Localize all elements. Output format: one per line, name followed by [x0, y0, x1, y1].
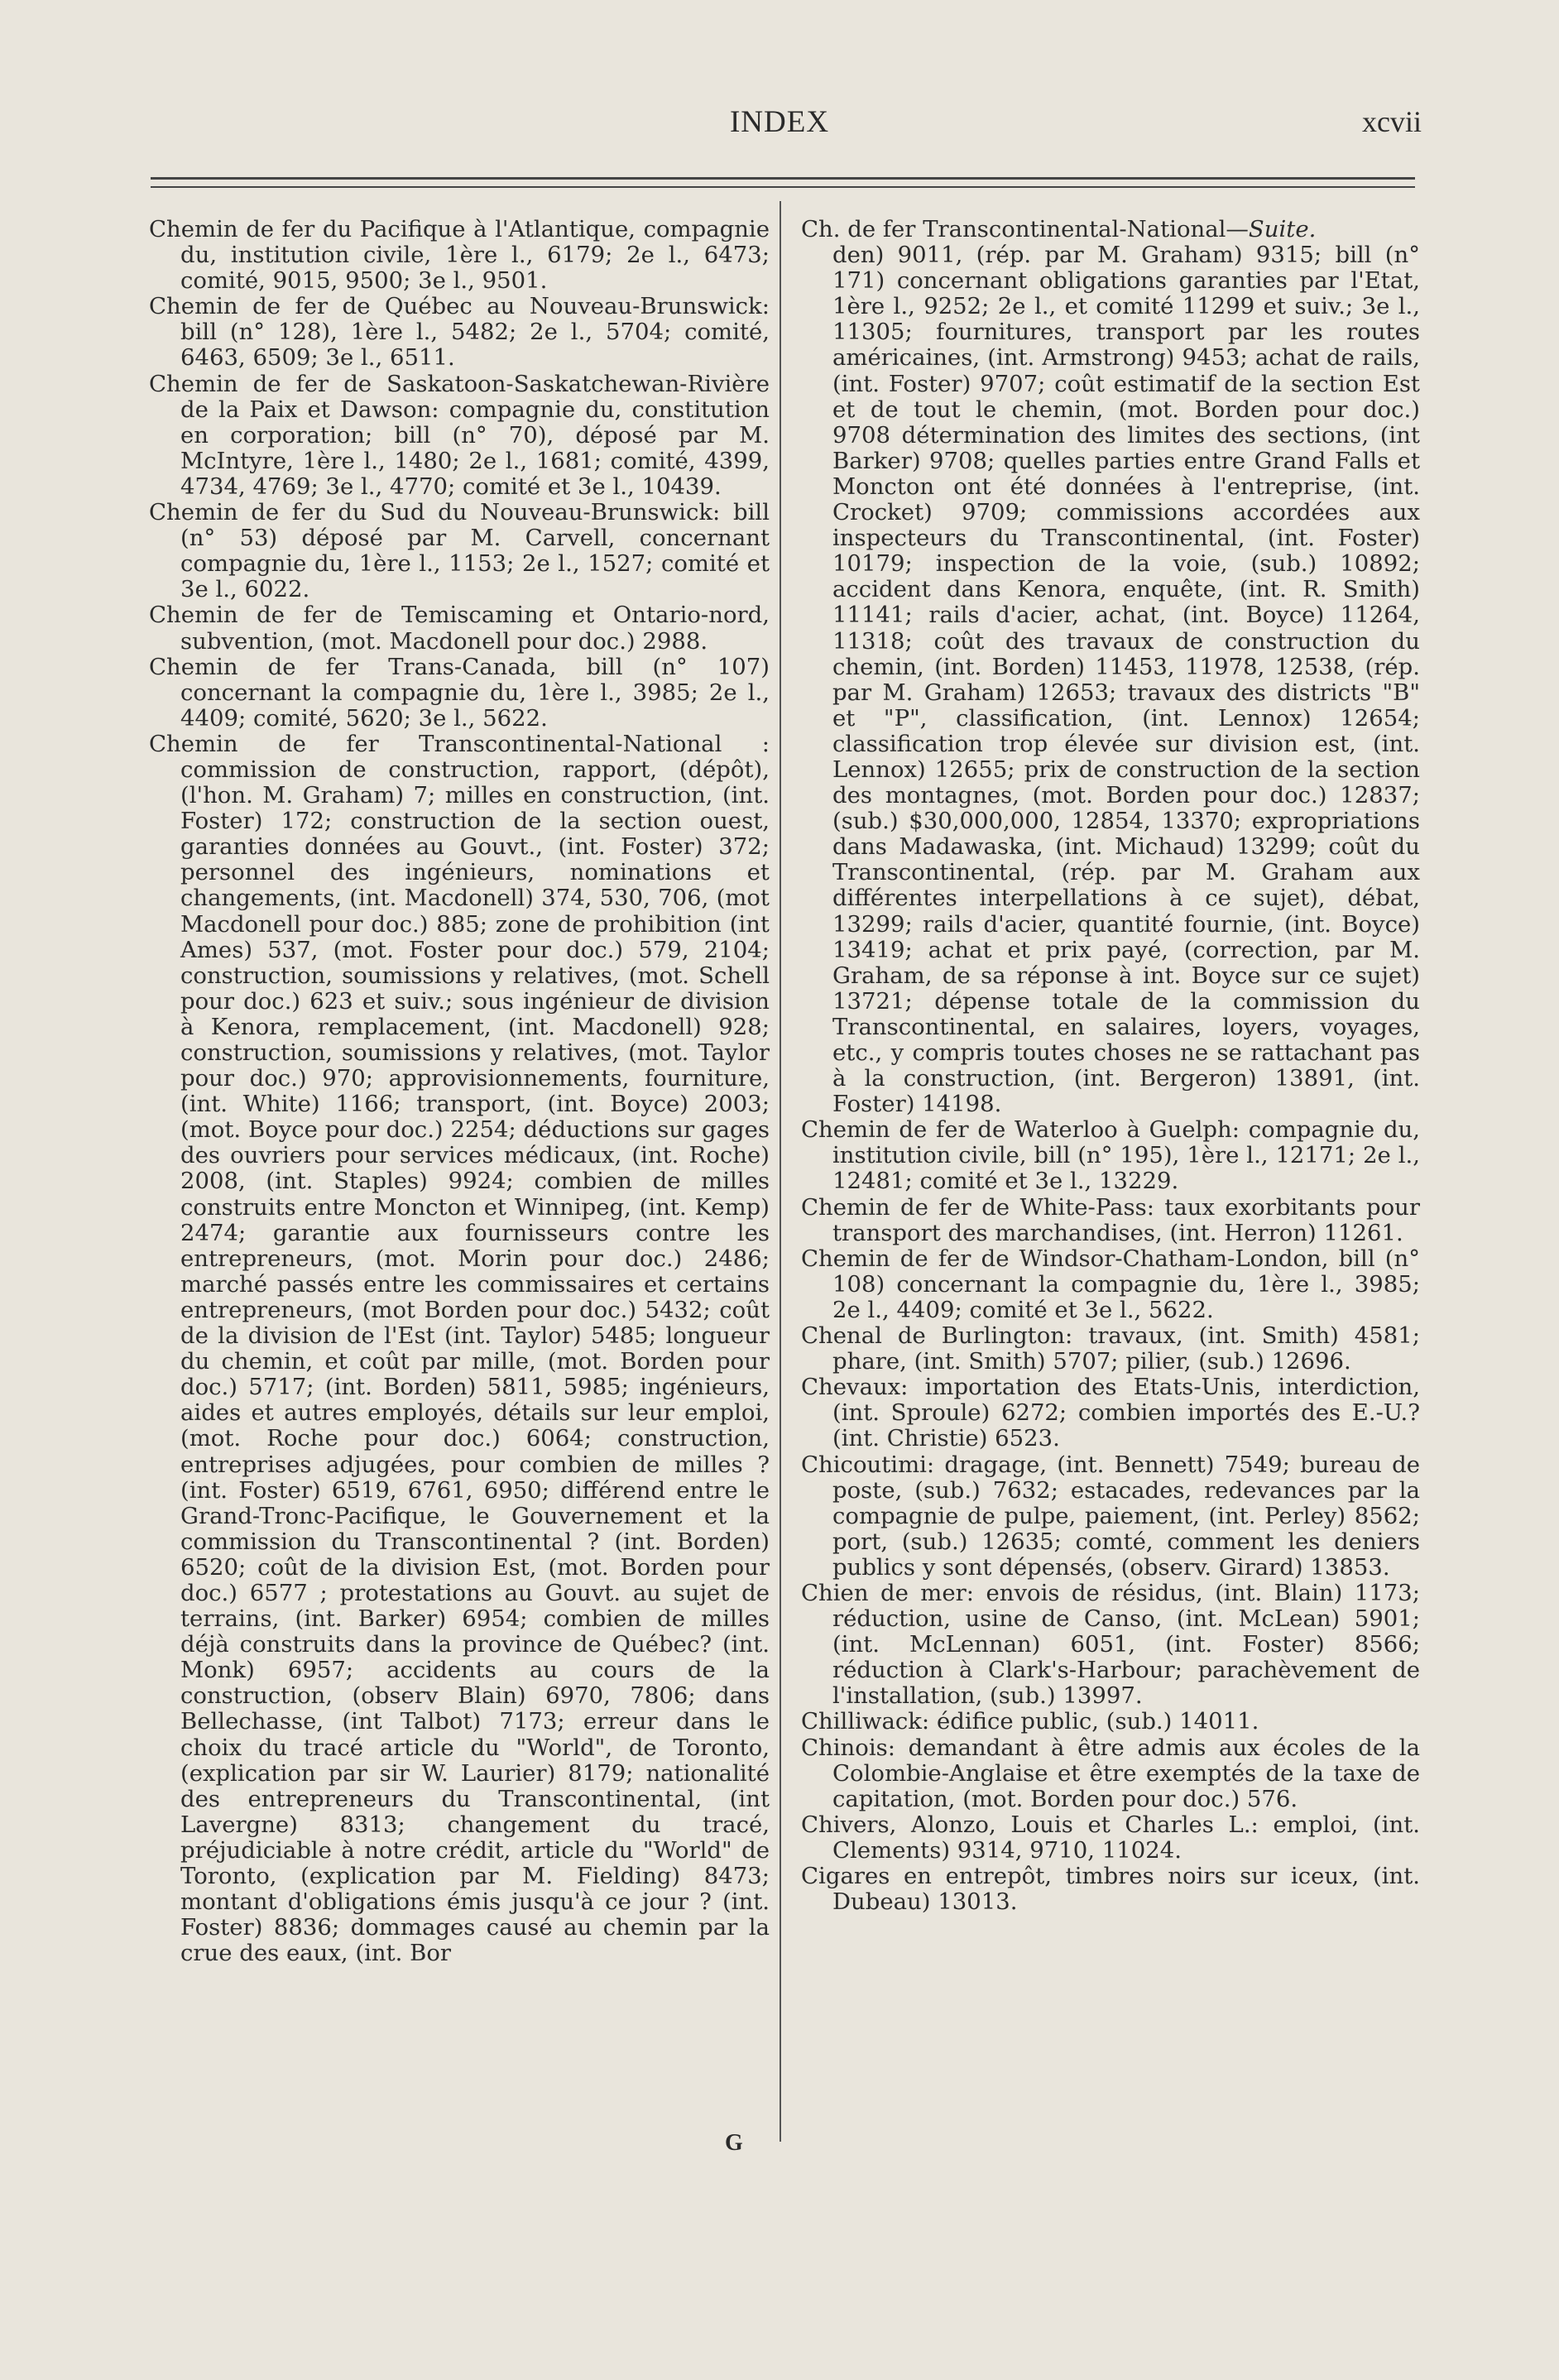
- index-entry: Chemin de fer Transcontinental-National : commission de construction, rapport, (dépôt), (l'hon. M. Graham) 7; milles en construction, (int. Foster) 172; construction de la section ouest, garanties données au Gouvt., (int. Foster) 372; personnel des ingénieurs, nominations et changements, (int. Macdonell) 374, 530, 706, (mot Macdonell pour doc.) 885; zone de prohibition (int Ames) 537, (mot. Foster pour doc.) 579, 2104; construction, soumissions y relatives, (mot. Schell pour doc.) 623 et suiv.; sous ingénieur de division à Kenora, remplacement, (int. Macdonell) 928; construction, soumissions y relatives, (mot. Taylor pour doc.) 970; approvisionnements, fourniture, (int. White) 1166; transport, (int. Boyce) 2003; (mot. Boyce pour doc.) 2254; déductions sur gages des ouvriers pour services médicaux, (int. Roche) 2008, (int. Staples) 9924; combien de milles construits entre Moncton et Winnipeg, (int. Kemp) 2474; garantie aux fournisseurs contre les entrepreneurs, (mot. Morin pour doc.) 2486; marché passés entre les commissaires et certains entrepreneurs, (mot Borden pour doc.) 5432; coût de la division de l'Est (int. Taylor) 5485; longueur du chemin, et coût par mille, (mot. Borden pour doc.) 5717; (int. Borden) 5811, 5985; ingénieurs, aides et autres employés, détails sur leur emploi, (mot. Roche pour doc.) 6064; construction, entreprises adjugées, pour combien de milles ? (int. Foster) 6519, 6761, 6950; différend entre le Grand-Tronc-Pacifique, le Gouvernement et la commission du Transcontinental ? (int. Borden) 6520; coût de la division Est, (mot. Borden pour doc.) 6577 ; protestations au Gouvt. au sujet de terrains, (int. Barker) 6954; combien de milles déjà construits dans la province de Québec? (int. Monk) 6957; accidents au cours de la construction, (observ Blain) 6970, 7806; dans Bellechasse, (int Talbot) 7173; erreur dans le choix du tracé article du "World", de Toronto, (explication par sir W. Laurier) 8179; nationalité des entrepreneurs du Transcontinental, (int Lavergne) 8313; changement du tracé, préjudiciable à notre crédit, article du "World" de Toronto, (explication par M. Fielding) 8473; montant d'obligations émis jusqu'à ce jour ? (int. Foster) 8836; dommages causé au chemin par la crue des eaux, (int. Bor: [149, 730, 770, 1967]
- signature-mark: G: [725, 2130, 743, 2156]
- right-column: [801, 217, 1420, 1915]
- index-entry: Chemin de fer du Sud du Nouveau-Brunswick: bill (n° 53) déposé par M. Carvell, concernant compagnie du, 1ère l., 1153; 2e l., 1527; comité et 3e l., 6022.: [149, 499, 770, 603]
- index-entry: Chevaux: importation des Etats-Unis, interdiction, (int. Sproule) 6272; combien importés des E.-U.? (int. Christie) 6523.: [801, 1374, 1420, 1452]
- left-column: [149, 217, 770, 1966]
- continued-heading: Ch. de fer Transcontinental-National—: [801, 216, 1249, 242]
- continued-suite-label: Suite.: [1248, 216, 1317, 242]
- index-entry: Chemin de fer de White-Pass: taux exorbitants pour transport des marchandises, (int. Herron) 11261.: [801, 1193, 1420, 1246]
- continued-text: den) 9011, (rép. par M. Graham) 9315; bill (n° 171) concernant obligations garanties par l'Etat, 1ère l., 9252; 2e l., et comité 11299 et suiv.; 3e l., 11305; fournitures, transport par les routes américaines, (int. Armstrong) 9453; achat de rails, (int. Foster) 9707; coût estimatif de la section Est et de tout le chemin, (mot. Borden pour doc.) 9708 détermination des limites des sections, (int Barker) 9708; quelles parties entre Grand Falls et Moncton ont été données à l'entreprise, (int. Crocket) 9709; commissions accordées aux inspecteurs du Transcontinental, (int. Foster) 10179; inspection de la voie, (sub.) 10892; accident dans Kenora, enquête, (int. R. Smith) 11141; rails d'acier, achat, (int. Boyce) 11264, 11318; coût des travaux de construction du chemin, (int. Borden) 11453, 11978, 12538, (rép. par M. Graham) 12653; travaux des districts "B" et "P", classification, (int. Lennox) 12654; classification trop élevée sur division est, (int. Lennox) 12655; prix de construction de la section des montagnes, (mot. Borden pour doc.) 12837; (sub.) $30,000,000, 12854, 13370; expropriations dans Madawaska, (int. Michaud) 13299; coût du Transcontinental, (rép. par M. Graham aux différentes interpellations à ce sujet), débat, 13299; rails d'acier, quantité fournie, (int. Boyce) 13419; achat et prix payé, (correction, par M. Graham, de sa réponse à int. Boyce sur ce sujet) 13721; dépense totale de la commission du Transcontinental, en salaires, loyers, voyages, etc., y compris toutes choses ne se rattachant pas à la construction, (int. Bergeron) 13891, (int. Foster) 14198.: [832, 242, 1420, 1118]
- index-entry: Chemin de fer du Pacifique à l'Atlantique, compagnie du, institution civile, 1ère l., 6179; 2e l., 6473; comité, 9015, 9500; 3e l., 9501.: [149, 216, 770, 295]
- index-entry: Chivers, Alonzo, Louis et Charles L.: emploi, (int. Clements) 9314, 9710, 11024.: [801, 1811, 1420, 1864]
- page-number: xcvii: [1362, 105, 1422, 138]
- index-entry: Chemin de fer Trans-Canada, bill (n° 107) concernant la compagnie du, 1ère l., 3985; 2e l., 4409; comité, 5620; 3e l., 5622.: [149, 653, 770, 732]
- column-divider: [780, 201, 781, 2142]
- index-entry: Chilliwack: édifice public, (sub.) 14011.: [801, 1708, 1259, 1735]
- index-entry: Chien de mer: envois de résidus, (int. Blain) 1173; réduction, usine de Canso, (int. McLean) 5901; (int. McLennan) 6051, (int. Foster) 8566; réduction à Clark's-Harbour; parachèvement de l'installation, (sub.) 13997.: [801, 1579, 1420, 1710]
- index-entry: Chemin de fer de Saskatoon-Saskatchewan-Rivière de la Paix et Dawson: compagnie du, constitution en corporation; bill (n° 70), déposé par M. McIntyre, 1ère l., 1480; 2e l., 1681; comité, 4399, 4734, 4769; 3e l., 4770; comité et 3e l., 10439.: [149, 370, 770, 500]
- index-entry: Chemin de fer de Waterloo à Guelph: compagnie du, institution civile, bill (n° 195), 1ère l., 12171; 2e l., 12481; comité et 3e l., 13229.: [801, 1116, 1420, 1195]
- continued-entry: [801, 217, 1420, 1117]
- index-entry: Chemin de fer de Québec au Nouveau-Brunswick: bill (n° 128), 1ère l., 5482; 2e l., 5704; comité, 6463, 6509; 3e l., 6511.: [149, 293, 770, 372]
- index-entry: Chinois: demandant à être admis aux écoles de la Colombie-Anglaise et être exemptés de la taxe de capitation, (mot. Borden pour doc.) 576.: [801, 1734, 1420, 1812]
- index-entry: Cigares en entrepôt, timbres noirs sur iceux, (int. Dubeau) 13013.: [801, 1863, 1420, 1916]
- index-entry: Chemin de fer de Windsor-Chatham-London, bill (n° 108) concernant la compagnie du, 1ère l., 3985; 2e l., 4409; comité et 3e l., 5622.: [801, 1245, 1420, 1323]
- header-rule-top: [151, 177, 1415, 180]
- page-title: INDEX: [729, 105, 830, 139]
- header-rule-bottom: [151, 186, 1415, 188]
- index-entry: Chenal de Burlington: travaux, (int. Smith) 4581; phare, (int. Smith) 5707; pilier, (sub.) 12696.: [801, 1322, 1420, 1375]
- index-entry: Chemin de fer de Temiscaming et Ontario-nord, subvention, (mot. Macdonell pour doc.) 2988.: [149, 602, 770, 655]
- index-entry: Chicoutimi: dragage, (int. Bennett) 7549; bureau de poste, (sub.) 7632; estacades, redevances par la compagnie de pulpe, paiement, (int. Perley) 8562; port, (sub.) 12635; comté, comment les deniers publics y sont dépensés, (observ. Girard) 13853.: [801, 1451, 1420, 1581]
